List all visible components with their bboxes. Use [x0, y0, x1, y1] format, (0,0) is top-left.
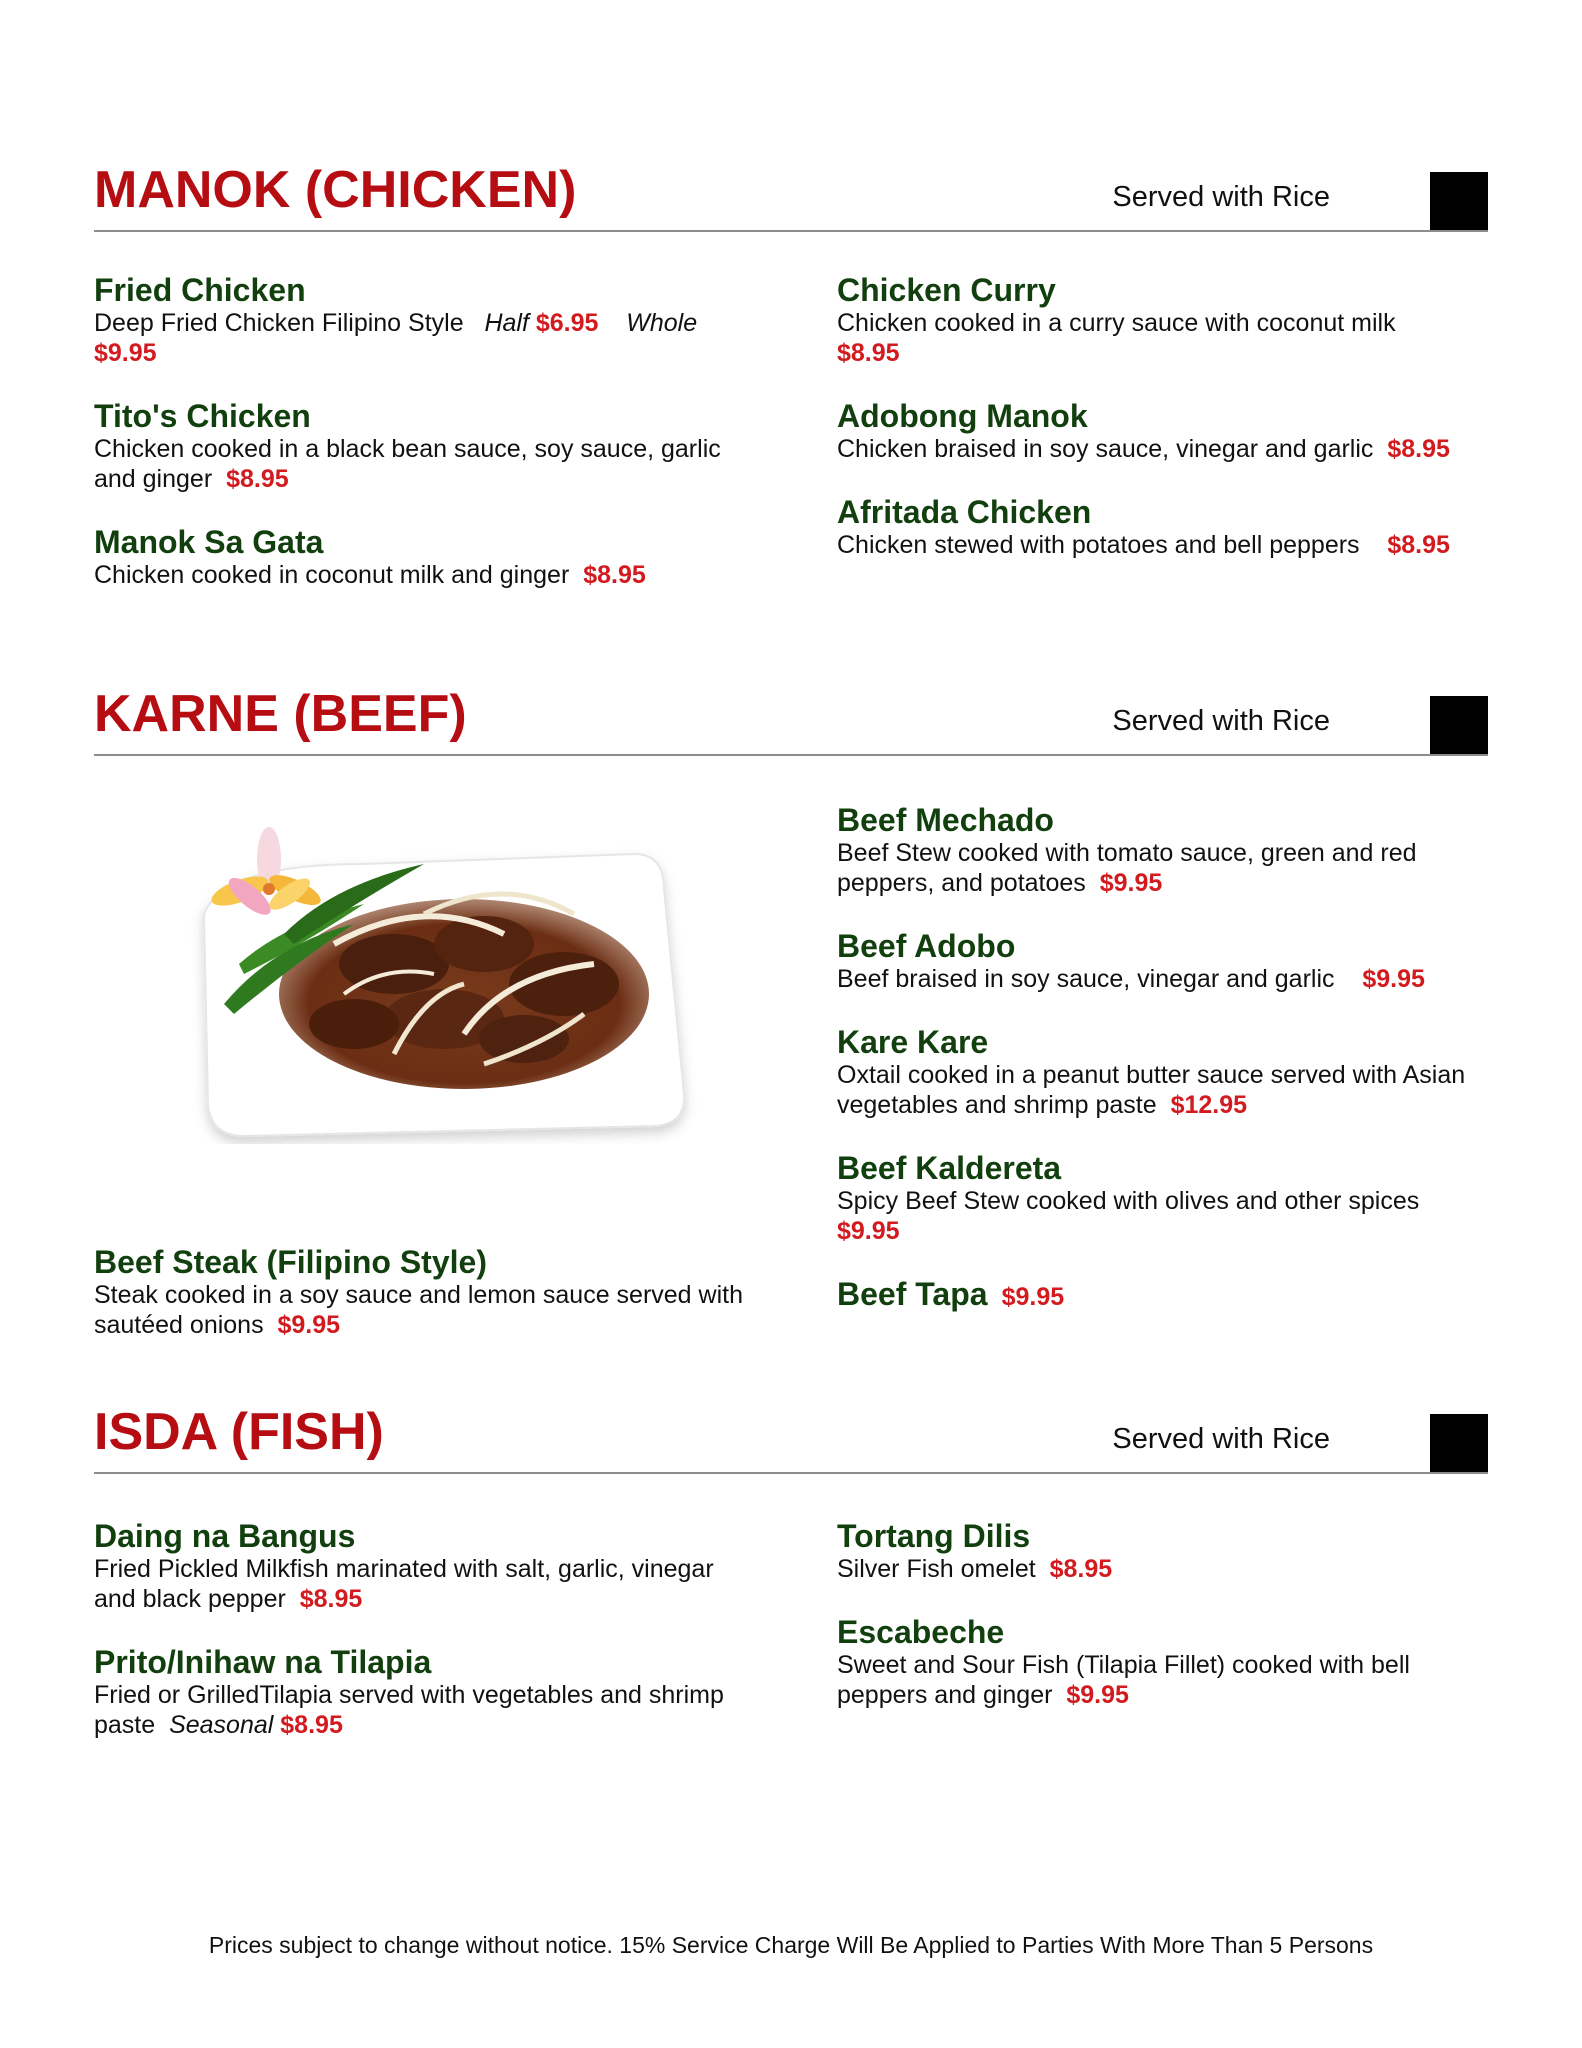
item-desc-text: Chicken stewed with potatoes and bell peppers — [837, 531, 1360, 559]
section-fish — [94, 1394, 1488, 1739]
whole-price: $9.95 — [94, 339, 157, 367]
item-price: $8.95 — [280, 1711, 343, 1739]
item-description — [837, 1554, 1488, 1584]
item-description — [837, 1186, 1488, 1246]
item-desc-text: Oxtail cooked in a peanut butter sauce served with Asian vegetables and shrimp paste — [837, 1061, 1466, 1119]
menu-item-prito-inihaw-na-tilapia — [94, 1644, 754, 1740]
menu-item-fried-chicken — [94, 272, 754, 368]
item-desc-text: Chicken cooked in coconut milk and ginger — [94, 561, 570, 589]
item-desc-text: Chicken cooked in a black bean sauce, soy sauce, garlic and ginger — [94, 435, 721, 493]
item-price: $8.95 — [837, 339, 900, 367]
item-desc-text: Fried or GrilledTilapia served with vegetables and shrimp paste — [94, 1681, 724, 1739]
menu-item-afritada-chicken — [837, 494, 1488, 560]
item-description — [94, 434, 754, 494]
item-price: $8.95 — [1387, 531, 1450, 559]
item-description — [837, 838, 1488, 898]
item-description — [94, 1680, 754, 1740]
menu-item-daing-na-bangus — [94, 1518, 754, 1614]
menu-item-beef-kaldereta — [837, 1150, 1488, 1246]
whole-label: Whole — [626, 309, 698, 337]
item-price: $9.95 — [277, 1311, 341, 1339]
menu-item-kare-kare — [837, 1024, 1488, 1120]
item-price: $12.95 — [1170, 1091, 1248, 1119]
item-desc-text: Beef braised in soy sauce, vinegar and garlic — [837, 965, 1335, 993]
section-header — [94, 1394, 1488, 1474]
item-price: $9.95 — [1001, 1283, 1065, 1311]
item-name: Prito/Inihaw na Tilapia — [94, 1644, 432, 1680]
item-desc-text: Silver Fish omelet — [837, 1555, 1036, 1583]
item-description — [837, 530, 1488, 560]
item-name: Tito's Chicken — [94, 398, 311, 434]
item-price: $8.95 — [299, 1585, 363, 1613]
item-description — [837, 434, 1488, 464]
item-description — [837, 308, 1488, 368]
menu-item-beef-adobo — [837, 928, 1488, 994]
fish-right-column — [837, 1518, 1488, 1740]
item-desc-text: Steak cooked in a soy sauce and lemon sauce served with sautéed onions — [94, 1281, 743, 1339]
menu-item-chicken-curry — [837, 272, 1488, 368]
served-with-rice-note: Served with Rice — [1112, 1423, 1330, 1455]
item-price: $9.95 — [1099, 869, 1163, 897]
menu-item-escabeche — [837, 1614, 1488, 1710]
fish-left-column — [94, 1518, 754, 1770]
section-title: KARNE (BEEF) — [94, 685, 467, 743]
item-name: Kare Kare — [837, 1024, 989, 1060]
black-square-marker — [1430, 172, 1488, 230]
chicken-left-column — [94, 272, 754, 620]
menu-item-tortang-dilis — [837, 1518, 1488, 1584]
item-price: $8.95 — [1387, 435, 1450, 463]
section-header — [94, 152, 1488, 232]
section-title: ISDA (FISH) — [94, 1403, 384, 1461]
served-with-rice-note: Served with Rice — [1112, 705, 1330, 737]
item-description — [94, 1554, 754, 1614]
item-name: Beef Steak (Filipino Style) — [94, 1244, 487, 1280]
half-label: Half — [484, 309, 529, 337]
item-price: $9.95 — [1362, 965, 1425, 993]
item-name: Manok Sa Gata — [94, 524, 324, 560]
item-name: Escabeche — [837, 1614, 1005, 1650]
item-name-text: Beef Tapa — [837, 1276, 988, 1312]
item-price: $9.95 — [1066, 1681, 1129, 1709]
menu-item-beef-tapa — [837, 1276, 1488, 1315]
section-beef — [94, 676, 1488, 1339]
item-desc-text: Deep Fried Chicken Filipino Style — [94, 309, 464, 337]
black-square-marker — [1430, 1414, 1488, 1472]
item-name: Chicken Curry — [837, 272, 1056, 308]
item-desc-text: Beef Stew cooked with tomato sauce, green and red peppers, and potatoes — [837, 839, 1417, 897]
item-price: $8.95 — [583, 561, 646, 589]
item-price: $8.95 — [1049, 1555, 1113, 1583]
menu-item-titos-chicken — [94, 398, 754, 494]
item-desc-text: Spicy Beef Stew cooked with olives and other spices — [837, 1187, 1420, 1215]
item-description — [837, 1060, 1488, 1120]
item-desc-text: Chicken cooked in a curry sauce with coconut milk — [837, 309, 1396, 337]
menu-item-beef-mechado — [837, 802, 1488, 898]
item-price: $8.95 — [226, 465, 289, 493]
item-desc-text: Sweet and Sour Fish (Tilapia Fillet) cooked with bell peppers and ginger — [837, 1651, 1410, 1709]
menu-item-manok-sa-gata — [94, 524, 754, 590]
item-description — [837, 964, 1488, 994]
item-name: Adobong Manok — [837, 398, 1088, 434]
item-description — [94, 560, 754, 590]
item-name: Afritada Chicken — [837, 494, 1092, 530]
item-name: Beef Mechado — [837, 802, 1054, 838]
beef-left-column — [94, 754, 754, 1354]
served-with-rice-note: Served with Rice — [1112, 181, 1330, 213]
menu-item-adobong-manok — [837, 398, 1488, 464]
half-price: $6.95 — [535, 309, 599, 337]
item-name: Beef Kaldereta — [837, 1150, 1062, 1186]
item-desc-text: Fried Pickled Milkfish marinated with salt, garlic, vinegar and black pepper — [94, 1555, 714, 1613]
item-description — [94, 1280, 754, 1340]
section-chicken — [94, 152, 1488, 589]
item-name: Fried Chicken — [94, 272, 306, 308]
item-description — [94, 308, 754, 368]
beef-right-column — [837, 802, 1488, 1345]
item-name — [837, 1276, 1488, 1315]
seasonal-label: Seasonal — [169, 1711, 274, 1739]
item-desc-text: Chicken braised in soy sauce, vinegar and garlic — [837, 435, 1374, 463]
item-description — [837, 1650, 1488, 1710]
footer-notice: Prices subject to change without notice. 15% Service Charge Will Be Applied to Parties With More Than 5 Persons — [208, 1932, 1374, 1958]
item-name: Tortang Dilis — [837, 1518, 1031, 1554]
item-price: $9.95 — [837, 1217, 900, 1245]
beef-dish-image — [164, 794, 724, 1144]
item-name: Beef Adobo — [837, 928, 1016, 964]
section-title: MANOK (CHICKEN) — [94, 161, 577, 219]
chicken-right-column — [837, 272, 1488, 590]
section-header — [94, 676, 1488, 756]
menu-item-beef-steak — [94, 1244, 754, 1340]
item-name: Daing na Bangus — [94, 1518, 356, 1554]
black-square-marker — [1430, 696, 1488, 754]
